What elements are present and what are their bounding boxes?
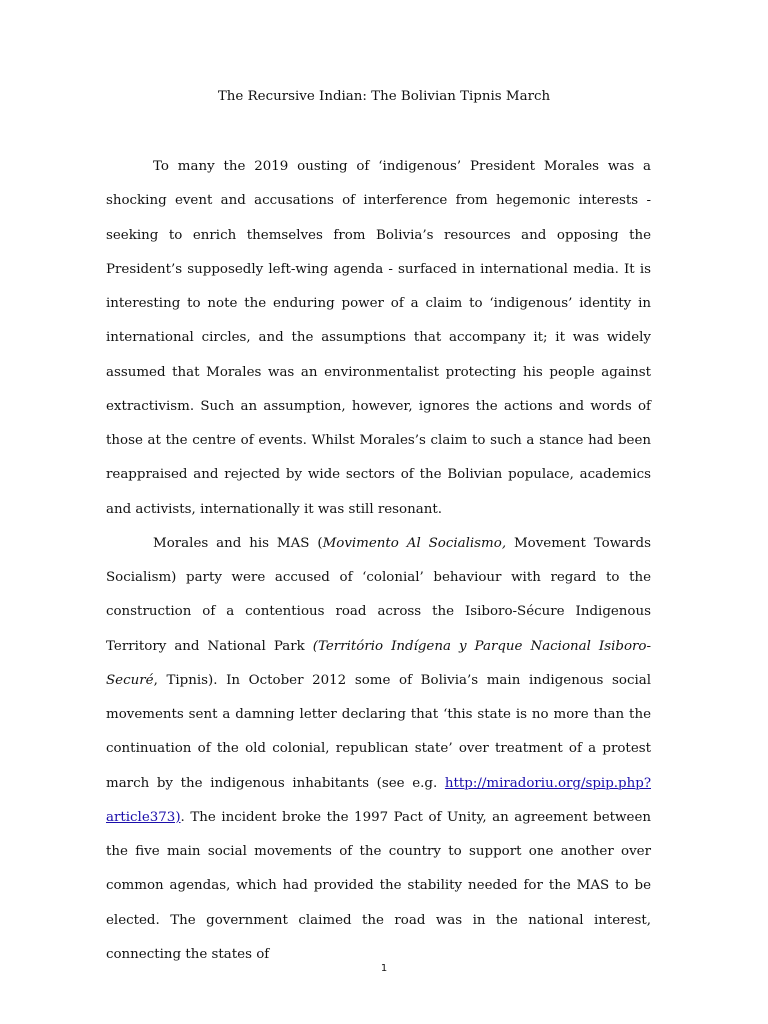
paragraph-2-text-b: Movement Towards Socialism) party were accused of ‘colonial’ behaviour with regard to the construction of a contentious road across the Isiboro-Sécure Indigenous Territory and National Park <box>106 535 652 654</box>
miradoriu-link[interactable]: http://miradoriu.org/spip.php?article373) <box>106 775 651 825</box>
page-number: 1 <box>380 963 388 974</box>
paragraph-2-text-c: , Tipnis). In October 2012 some of Bolivia’s main indigenous social movements sent a damning letter declaring that ‘this state is no more than the continuation of the old colonial, republican state’ over treatment of a protest march by the indigenous inhabitants (see e.g. <box>106 672 651 791</box>
party-name-spanish: Movimento Al Socialismo, <box>322 535 507 551</box>
park-name-spanish: (Território Indígena y Parque Nacional Isiboro-Securé <box>106 638 651 688</box>
paragraph-2 <box>106 527 651 972</box>
paragraph-2-text-a: Morales and his MAS ( <box>153 535 323 551</box>
paragraph-2-text-d: . The incident broke the 1997 Pact of Unity, an agreement between the five main social movements of the country to support one another over common agendas, which had provided the stability needed for the MAS to be elected. The government claimed the road was in the national interest, connecting the states of <box>106 809 651 962</box>
document-body <box>106 150 651 972</box>
paragraph-1: To many the 2019 ousting of ‘indigenous’ President Morales was a shocking event and accusations of interference from hegemonic interests - seeking to enrich themselves from Bolivia’s resources and opposing the President’s supposedly left-wing agenda - surfaced in international media. It is interesting to note the enduring power of a claim to ‘indigenous’ identity in international circles, and the assumptions that accompany it; it was widely assumed that Morales was an environmentalist protecting his people against extractivism. Such an assumption, however, ignores the actions and words of those at the centre of events. Whilst Morales’s claim to such a stance had been reappraised and rejected by wide sectors of the Bolivian populace, academics and activists, internationally it was still resonant. <box>106 159 651 517</box>
document-title: The Recursive Indian: The Bolivian Tipnis March <box>217 89 551 104</box>
